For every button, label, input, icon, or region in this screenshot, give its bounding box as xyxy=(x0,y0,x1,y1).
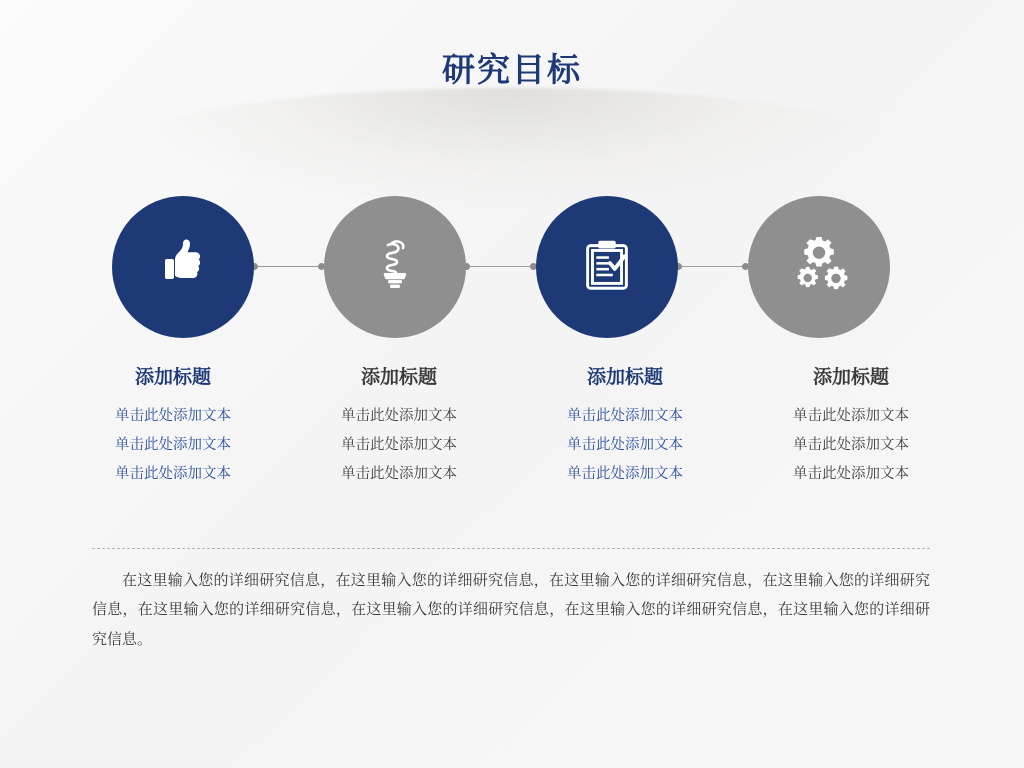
caption-heading-1: 添加标题 xyxy=(134,367,211,388)
body-paragraph: 在这里输入您的详细研究信息，在这里输入您的详细研究信息，在这里输入您的详细研究信息，在这里输入您的详细研究信息，在这里输入您的详细研究信息，在这里输入您的详细研究信息，在这里输入您的详细研究信息，在这里输入您的详细研究信息。 xyxy=(92,572,930,648)
connector-line-3 xyxy=(678,266,748,267)
caption-column-3 xyxy=(512,362,738,496)
background-glow xyxy=(120,88,900,208)
caption-line-2-1: 单击此处添加文本 xyxy=(341,408,457,424)
node-circle-2[interactable] xyxy=(324,196,466,338)
caption-line-1-1: 单击此处添加文本 xyxy=(115,408,231,424)
connector-line-1 xyxy=(254,266,324,267)
caption-line-3-1: 单击此处添加文本 xyxy=(567,408,683,424)
caption-line-1-3: 单击此处添加文本 xyxy=(115,465,231,482)
connector-line-2 xyxy=(466,266,536,267)
caption-line-4-1: 单击此处添加文本 xyxy=(793,408,909,424)
caption-heading-2: 添加标题 xyxy=(360,367,437,388)
page-title: 研究目标 xyxy=(442,51,582,88)
lightbulb-icon xyxy=(363,233,427,302)
node-circle-3[interactable] xyxy=(536,196,678,338)
node-circle-1[interactable] xyxy=(112,196,254,338)
caption-line-3-2: 单击此处添加文本 xyxy=(567,436,683,453)
caption-heading-4: 添加标题 xyxy=(812,367,889,388)
clipboard-check-icon xyxy=(576,234,638,301)
caption-line-4-2: 单击此处添加文本 xyxy=(793,436,909,453)
caption-column-4 xyxy=(738,362,964,496)
caption-line-2-2: 单击此处添加文本 xyxy=(341,436,457,453)
caption-heading-3: 添加标题 xyxy=(586,367,663,388)
caption-line-1-2: 单击此处添加文本 xyxy=(115,436,231,453)
caption-column-1 xyxy=(60,362,286,496)
captions-row xyxy=(60,362,964,496)
caption-column-2 xyxy=(286,362,512,496)
thumbs-up-icon xyxy=(151,233,215,302)
gears-icon xyxy=(786,232,852,303)
node-circle-4[interactable] xyxy=(748,196,890,338)
caption-line-4-3: 单击此处添加文本 xyxy=(793,465,909,482)
caption-line-2-3: 单击此处添加文本 xyxy=(341,465,457,482)
caption-line-3-3: 单击此处添加文本 xyxy=(567,465,683,482)
dashed-divider xyxy=(92,548,930,549)
icon-circles-row xyxy=(112,196,912,338)
